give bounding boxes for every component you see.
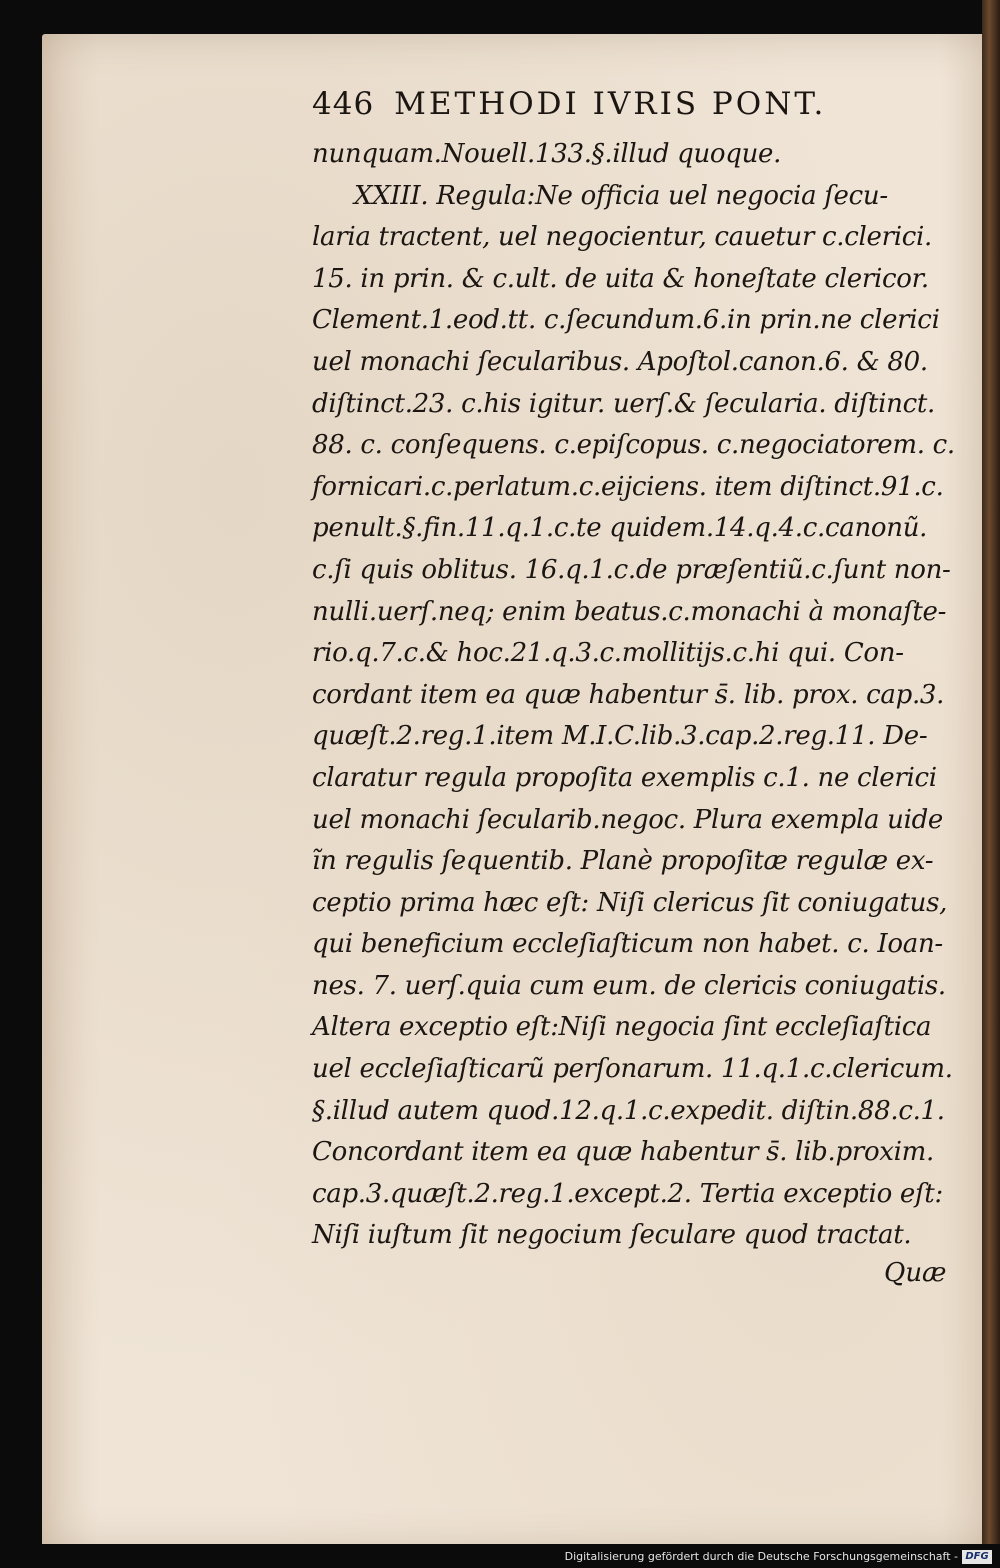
text-line: uel eccleſiaſticarũ perſonarum. 11.q.1.c.clericum. (312, 1054, 953, 1085)
text-block (312, 86, 962, 1257)
text-line: XXIII. Regula:Ne officia uel negocia ſecu- (354, 180, 888, 211)
text-line: Concordant item ea quæ habentur s̄. lib.proxim. (312, 1137, 934, 1168)
running-title: METHODI IVRIS PONT. (394, 86, 827, 122)
text-line: Niſi iuſtum ſit negocium ſeculare quod tractat. (312, 1220, 912, 1251)
body-text (312, 134, 962, 1257)
text-line: uel monachi ſecularibus. Apoſtol.canon.6. & 80. (312, 346, 928, 377)
text-line: claratur regula propoſita exemplis c.1. ne clerici (312, 762, 937, 793)
text-line: laria tractent, uel negocientur, cauetur c.clerici. (312, 222, 933, 253)
text-line: rio.q.7.c.& hoc.21.q.3.c.mollitijs.c.hi qui. Con- (312, 638, 904, 669)
digitization-footer (0, 1544, 1000, 1568)
text-line: nulli.uerſ.neq; enim beatus.c.monachi à monaſte- (312, 596, 947, 627)
text-line: qui beneficium eccleſiaſticum non habet. c. Ioan- (312, 929, 943, 960)
text-line: 15. in prin. & c.ult. de uita & honeſtate clericor. (312, 263, 929, 294)
text-line: uel monachi ſecularib.negoc. Plura exempla uide (312, 804, 944, 835)
page-header (312, 86, 962, 134)
text-line: c.ſi quis oblitus. 16.q.1.c.de præſentiũ.c.ſunt non- (312, 554, 951, 585)
text-line: §.illud autem quod.12.q.1.c.expedit. diſtin.88.c.1. (312, 1095, 945, 1126)
page-number: 446 (312, 86, 375, 122)
text-line: cap.3.quæſt.2.reg.1.except.2. Tertia exceptio eſt: (312, 1178, 943, 1209)
text-line: penult.§.fin.11.q.1.c.te quidem.14.q.4.c.canonũ. (312, 513, 928, 544)
dfg-logo-icon: DFG (962, 1550, 992, 1564)
text-line: nunquam.Nouell.133.§.illud quoque. (312, 139, 782, 169)
text-line: Clement.1.eod.tt. c.ſecundum.6.in prin.ne clerici (312, 305, 940, 336)
text-line: ĩn regulis ſequentib. Planè propoſitæ regulæ ex- (312, 846, 934, 877)
text-line: fornicari.c.perlatum.c.eijciens. item diſtinct.91.c. (312, 471, 944, 502)
text-line: diſtinct.23. c.his igitur. uerſ.& ſecularia. diſtinct. (312, 388, 935, 419)
text-line: ceptio prima hæc eſt: Niſi clericus ſit coniugatus, (312, 887, 948, 918)
footer-credit: Digitalisierung gefördert durch die Deutsche Forschungsgemeinschaft - (564, 1550, 958, 1563)
text-line: Altera exceptio eſt:Niſi negocia ſint eccleſiaſtica (312, 1012, 932, 1043)
text-line: cordant item ea quæ habentur s̄. lib. prox. cap.3. (312, 679, 945, 710)
text-line: 88. c. conſequens. c.epiſcopus. c.negociatorem. c. (312, 430, 955, 461)
text-line: nes. 7. uerſ.quia cum eum. de clericis coniugatis. (312, 970, 946, 1001)
text-line: quæſt.2.reg.1.item M.I.C.lib.3.cap.2.reg.11. De- (312, 721, 928, 752)
catchword: Quæ (884, 1258, 947, 1288)
book-spine-edge (982, 0, 1000, 1568)
